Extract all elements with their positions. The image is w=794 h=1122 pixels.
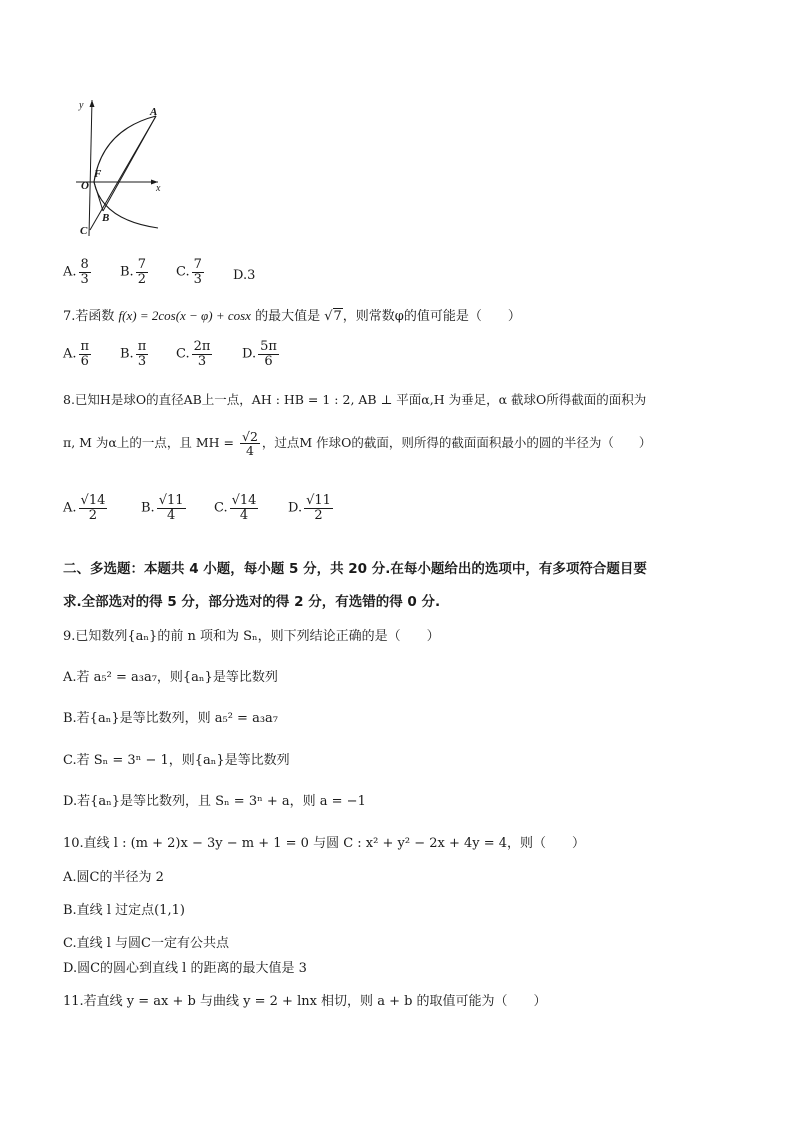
q7-option-c bbox=[176, 340, 214, 368]
q7-option-c-den: 3 bbox=[197, 353, 207, 369]
q7-prefix: 7.若函数 bbox=[63, 309, 119, 324]
q6-option-a-num: 8 bbox=[80, 257, 89, 272]
q9-option-a: A.若 a₅² = a₃a₇，则{aₙ}是等比数列 bbox=[63, 670, 278, 685]
q8-option-b-num: √11 bbox=[158, 493, 184, 508]
q6-option-b-den: 2 bbox=[137, 271, 146, 287]
q6-option-a bbox=[63, 258, 93, 286]
q8-option-b-den: 4 bbox=[166, 507, 176, 523]
q7-option-d bbox=[242, 340, 281, 368]
q8-option-a-den: 2 bbox=[88, 507, 98, 523]
q11-stem: 11.若直线 y = ax + b 与曲线 y = 2 + lnx 相切，则 a + b 的取值可能为（ ） bbox=[63, 994, 547, 1009]
q7-option-c-label: C. bbox=[176, 346, 190, 362]
q8-option-b bbox=[141, 494, 188, 522]
q6-option-a-label: A. bbox=[63, 264, 77, 280]
section2-heading-line1: 二、多选题：本题共 4 小题，每小题 5 分，共 20 分.在每小题给出的选项中，有多项符合题目要 bbox=[63, 561, 647, 577]
q8-line2-den: 4 bbox=[245, 443, 254, 459]
q7-option-b-label: B. bbox=[120, 346, 134, 362]
line-AB bbox=[103, 116, 156, 211]
label-C: C bbox=[80, 225, 88, 237]
q10-option-d: D.圆C的圆心到直线 l 的距离的最大值是 3 bbox=[63, 961, 307, 976]
q7-sqrt: 7 bbox=[333, 309, 342, 324]
label-F: F bbox=[94, 168, 102, 180]
line-FB bbox=[94, 182, 103, 211]
y-axis-arrow bbox=[90, 100, 95, 107]
q7-option-a-label: A. bbox=[63, 346, 77, 362]
q7-option-a-den: 6 bbox=[80, 353, 89, 369]
q8-option-a-num: √14 bbox=[80, 493, 106, 508]
q8-option-c-num: √14 bbox=[231, 493, 257, 508]
label-x: x bbox=[156, 183, 161, 194]
q7-option-b-den: 3 bbox=[137, 353, 147, 369]
label-O: O bbox=[81, 180, 89, 192]
q8-option-d bbox=[288, 494, 335, 522]
q9-stem: 9.已知数列{aₙ}的前 n 项和为 Sₙ，则下列结论正确的是（ ） bbox=[63, 629, 440, 644]
q7-stem: 7.若函数 f(x) = 2cos(x − φ) + cosx 的最大值是 √7，则常数φ的值可能是（ ） bbox=[63, 308, 521, 324]
q10-option-c: C.直线 l 与圆C一定有公共点 bbox=[63, 936, 229, 951]
q8-option-a-label: A. bbox=[63, 500, 77, 516]
label-y: y bbox=[79, 100, 84, 111]
q8-line2-prefix: π, M 为α上的一点，且 MH = bbox=[63, 435, 238, 451]
q7-option-a-num: π bbox=[80, 339, 90, 354]
q8-line1: 8.已知H是球O的直径AB上一点，AH : HB = 1 : 2, AB ⊥ 平面α,H 为垂足，α 截球O所得截面的面积为 bbox=[63, 392, 647, 407]
q7-suffix: ，则常数φ的值可能是（ ） bbox=[342, 309, 521, 324]
q6-option-c-den: 3 bbox=[193, 271, 202, 287]
q8-option-d-den: 2 bbox=[314, 507, 323, 523]
q10-option-a: A.圆C的半径为 2 bbox=[63, 870, 164, 885]
q6-option-b bbox=[120, 258, 150, 286]
q9-option-d: D.若{aₙ}是等比数列，且 Sₙ = 3ⁿ + a，则 a = −1 bbox=[63, 794, 366, 809]
q7-option-d-num: 5π bbox=[260, 339, 277, 354]
q6-option-b-label: B. bbox=[120, 264, 134, 280]
q8-line2-suffix: ，过点M 作球O的截面，则所得的截面面积最小的圆的半径为（ ） bbox=[261, 435, 652, 451]
q8-option-c bbox=[214, 494, 260, 522]
q6-option-c-num: 7 bbox=[193, 257, 202, 272]
q10-option-b: B.直线 l 过定点(1,1) bbox=[63, 903, 185, 918]
q8-line2-num: √2 bbox=[241, 429, 258, 444]
q8-line2 bbox=[63, 430, 651, 457]
q6-option-d bbox=[233, 268, 255, 283]
q8-option-d-num: √11 bbox=[306, 493, 331, 508]
parabola-figure bbox=[72, 96, 172, 240]
q6-option-d-label: D.3 bbox=[233, 268, 256, 283]
q10-stem: 10.直线 l : (m + 2)x − 3y − m + 1 = 0 与圆 C : x² + y² − 2x + 4y = 4，则（ ） bbox=[63, 836, 586, 851]
section2-heading-line2: 求.全部选对的得 5 分，部分选对的得 2 分，有选错的得 0 分. bbox=[63, 594, 441, 610]
q7-option-b-num: π bbox=[137, 339, 147, 354]
label-B: B bbox=[102, 212, 110, 224]
q9-option-c: C.若 Sₙ = 3ⁿ − 1，则{aₙ}是等比数列 bbox=[63, 753, 290, 768]
q6-option-c bbox=[176, 258, 206, 286]
q8-option-d-label: D. bbox=[288, 500, 303, 516]
q7-mid: 的最大值是 bbox=[250, 309, 325, 324]
q9-option-b: B.若{aₙ}是等比数列，则 a₅² = a₃a₇ bbox=[63, 711, 278, 726]
q7-option-b bbox=[120, 340, 150, 368]
q6-option-a-den: 3 bbox=[80, 271, 89, 287]
q8-option-c-den: 4 bbox=[239, 507, 249, 523]
y-axis bbox=[89, 100, 92, 236]
q7-func: f(x) = 2cos(x − φ) + cosx bbox=[118, 308, 251, 323]
q6-option-c-label: C. bbox=[176, 264, 190, 280]
q8-option-c-label: C. bbox=[214, 500, 228, 516]
q8-option-b-label: B. bbox=[141, 500, 155, 516]
label-A: A bbox=[150, 106, 158, 118]
q7-option-c-num: 2π bbox=[193, 339, 211, 354]
q7-option-d-label: D. bbox=[242, 346, 257, 362]
q8-option-a bbox=[63, 494, 109, 522]
q7-option-d-den: 6 bbox=[264, 353, 273, 369]
q7-option-a bbox=[63, 340, 93, 368]
q6-option-b-num: 7 bbox=[137, 257, 146, 272]
